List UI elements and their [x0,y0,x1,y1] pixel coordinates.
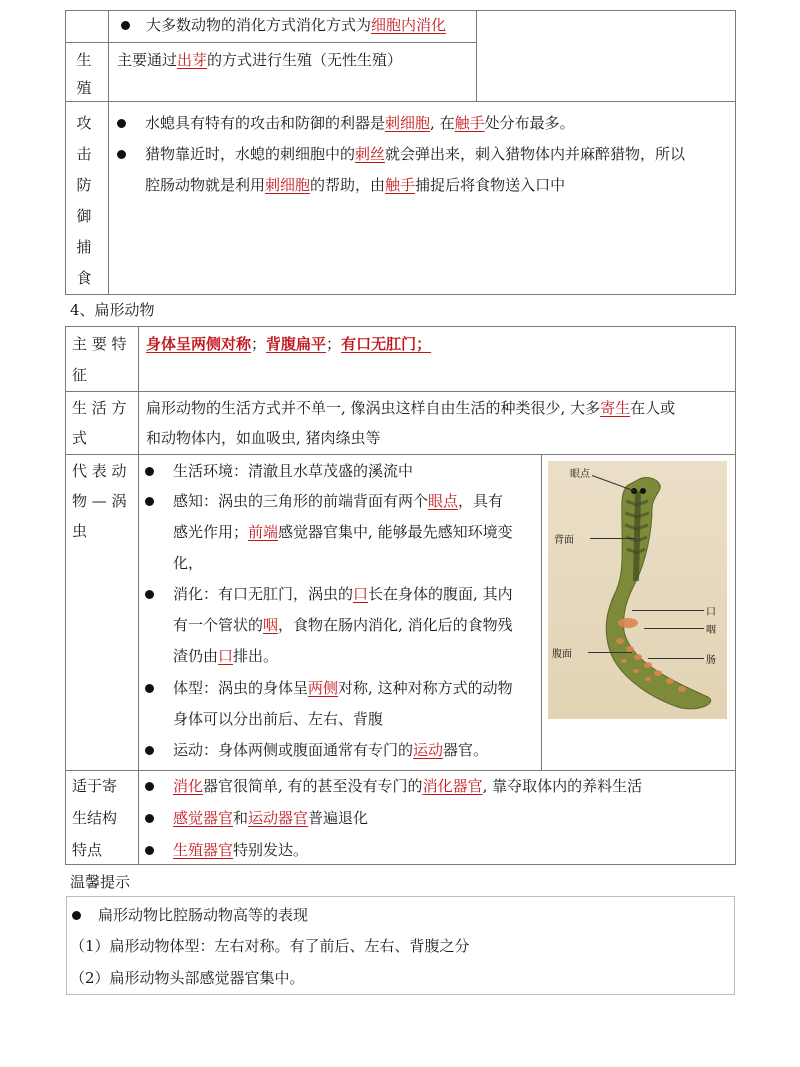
bullet-icon [145,846,154,855]
table-divider [138,326,139,865]
text: , 在 [430,114,455,132]
row-label-parasitic: 适于寄 [72,777,118,795]
digestion-text [146,15,446,35]
highlight: 触手 [454,114,485,132]
text: 消化：有口无肛门，涡虫的 [173,585,354,603]
highlight: 刺细胞 [385,114,431,132]
tips-item-1: （1）扁形动物体型：左右对称。有了前后、左右、背腹之分 [70,937,470,955]
highlight: 咽 [263,616,279,634]
bullet-icon [145,746,154,755]
figure-label-mouth: 口 [706,607,716,618]
bullet-icon [145,590,154,599]
figure-label-intestine: 肠 [706,655,716,666]
text: 的帮助，由 [310,176,386,194]
text: 捕捉后将食物送入口中 [415,176,566,194]
table-divider [541,454,542,770]
highlight: 身体呈两侧对称 [146,335,252,353]
lifestyle-line-2: 和动物体内，如血吸虫, 猪肉绦虫等 [146,429,381,447]
highlight: 眼点 [428,492,459,510]
row-label-lifestyle-2: 式 [72,429,88,447]
body-type-line-1 [173,678,513,698]
text: ，食物在肠内消化, 消化后的食物残 [278,616,513,634]
bullet-icon [145,497,154,506]
text: 运动：身体两侧或腹面通常有专门的 [173,741,414,759]
text: 扁形动物的生活方式并不单一, 像涡虫这样自由生活的种类很少, 大多 [146,399,601,417]
parasitic-bullet-2 [173,808,368,828]
perception-line-2 [173,522,513,542]
highlight: 两侧 [308,679,339,697]
digestion-line-2 [173,615,513,635]
lifestyle-line-1 [146,398,675,418]
highlight: 触手 [385,176,416,194]
row-label-attack-3: 防 [76,176,92,194]
parasitic-bullet-3 [173,840,308,860]
bullet-icon [145,684,154,693]
text: 的方式进行生殖（无性生殖） [207,51,403,69]
highlight: 细胞内消化 [371,16,447,34]
text: 就会弹出来，刺入猎物体内并麻醉猎物，所以 [385,145,686,163]
leader-line [648,658,704,659]
row-label-attack-2: 击 [76,145,92,163]
figure-label-ventral: 腹面 [552,649,572,660]
attack-bullet-1 [145,113,575,133]
row-label-representative-2: 物 — 涡 [72,492,127,510]
body-type-line-2: 身体可以分出前后、左右、背腹 [173,710,384,728]
highlight: 消化 [173,777,204,795]
text: 主要通过 [117,51,178,69]
text: 长在身体的腹面, 其内 [368,585,513,603]
text: 大多数动物的消化方式消化方式为 [146,16,372,34]
row-label-reproduction-1: 生 [76,51,92,69]
table-divider [65,770,736,771]
attack-bullet-2-line-2 [145,175,565,195]
bullet-icon [145,782,154,791]
table-divider [108,10,109,295]
highlight: 运动 [413,741,444,759]
parasitic-bullet-1 [173,776,642,796]
text: 特别发达。 [233,841,309,859]
digestion-line-1 [173,584,513,604]
text: 处分布最多。 [484,114,575,132]
highlight: 出芽 [177,51,208,69]
row-label-representative: 代 表 动 [72,462,127,480]
table-divider [65,454,736,455]
figure-label-dorsal: 背面 [554,535,574,546]
habitat-text: 生活环境：清澈且水草茂盛的溪流中 [173,462,414,480]
highlight: 有口无肛门； [341,335,432,353]
text: 感光作用； [173,523,249,541]
row-label-representative-3: 虫 [72,522,88,540]
text: 器官很简单, 有的甚至没有专门的 [203,777,423,795]
text: 有一个管状的 [173,616,264,634]
row-label-parasitic-3: 特点 [72,841,103,859]
figure-label-pharynx: 咽 [706,625,716,636]
section-title: 4、扁形动物 [70,301,155,319]
table-divider [108,42,476,43]
text: 在人或 [630,399,676,417]
bullet-icon [117,150,126,159]
planarian-figure [548,461,727,719]
highlight: 运动器官 [248,809,309,827]
row-label-main-features: 主 要 特 [72,335,127,353]
tips-bullet: 扁形动物比腔肠动物高等的表现 [98,906,309,924]
planarian-illustration [548,461,727,719]
highlight: 生殖器官 [173,841,234,859]
figure-label-eyespot: 眼点 [570,469,590,480]
bullet-icon [145,814,154,823]
text: 猎物靠近时，水螅的刺细胞中的 [145,145,356,163]
text: 排出。 [233,647,279,665]
digestion-line-3 [173,646,278,666]
bullet-icon [145,467,154,476]
highlight: 消化器官 [422,777,483,795]
bullet-icon [72,911,81,920]
highlight: 口 [218,647,234,665]
highlight: 刺细胞 [265,176,311,194]
row-label-attack-1: 攻 [76,114,92,132]
text: 普遍退化 [308,809,369,827]
leader-line [632,610,704,611]
movement-text [173,740,488,760]
text: 器官。 [443,741,489,759]
text: 和 [233,809,249,827]
text: 渣仍由 [173,647,219,665]
row-label-lifestyle: 生 活 方 [72,399,127,417]
bullet-icon [121,21,130,30]
text: 感觉器官集中, 能够最先感知环境变 [278,523,513,541]
row-label-attack-5: 捕 [76,238,92,256]
row-label-reproduction-2: 殖 [76,79,92,97]
leader-line [588,652,632,653]
reproduction-text [117,50,402,70]
text: ； [326,335,342,353]
highlight: 前端 [248,523,279,541]
table-divider [476,10,477,101]
table-divider [65,42,108,43]
row-label-parasitic-2: 生结构 [72,809,118,827]
text: 体型：涡虫的身体呈 [173,679,309,697]
text: 水螅具有特有的攻击和防御的利器是 [145,114,386,132]
perception-line-3: 化， [173,554,204,572]
bullet-icon [117,119,126,128]
attack-bullet-2-line-1 [145,144,685,164]
table-divider [65,391,736,392]
text: ，具有 [458,492,504,510]
highlight: 刺丝 [355,145,386,163]
text: 对称, 这种对称方式的动物 [338,679,513,697]
highlight: 寄生 [600,399,631,417]
leader-line [644,628,704,629]
table-divider [65,101,736,102]
highlight: 口 [353,585,369,603]
tips-title: 温馨提示 [70,873,131,891]
text: , 靠夺取体内的养料生活 [482,777,643,795]
row-label-attack-6: 食 [76,269,92,287]
text: ； [251,335,267,353]
text: 感知：涡虫的三角形的前端背面有两个 [173,492,429,510]
highlight: 感觉器官 [173,809,234,827]
perception-line-1 [173,491,503,511]
leader-line [590,538,636,539]
tips-item-2: （2）扁形动物头部感觉器官集中。 [70,969,305,987]
row-label-main-features-2: 征 [72,366,88,384]
highlight: 背腹扁平 [266,335,327,353]
row-label-attack-4: 御 [76,207,92,225]
main-features-text [146,334,431,354]
text: 腔肠动物就是利用 [145,176,266,194]
